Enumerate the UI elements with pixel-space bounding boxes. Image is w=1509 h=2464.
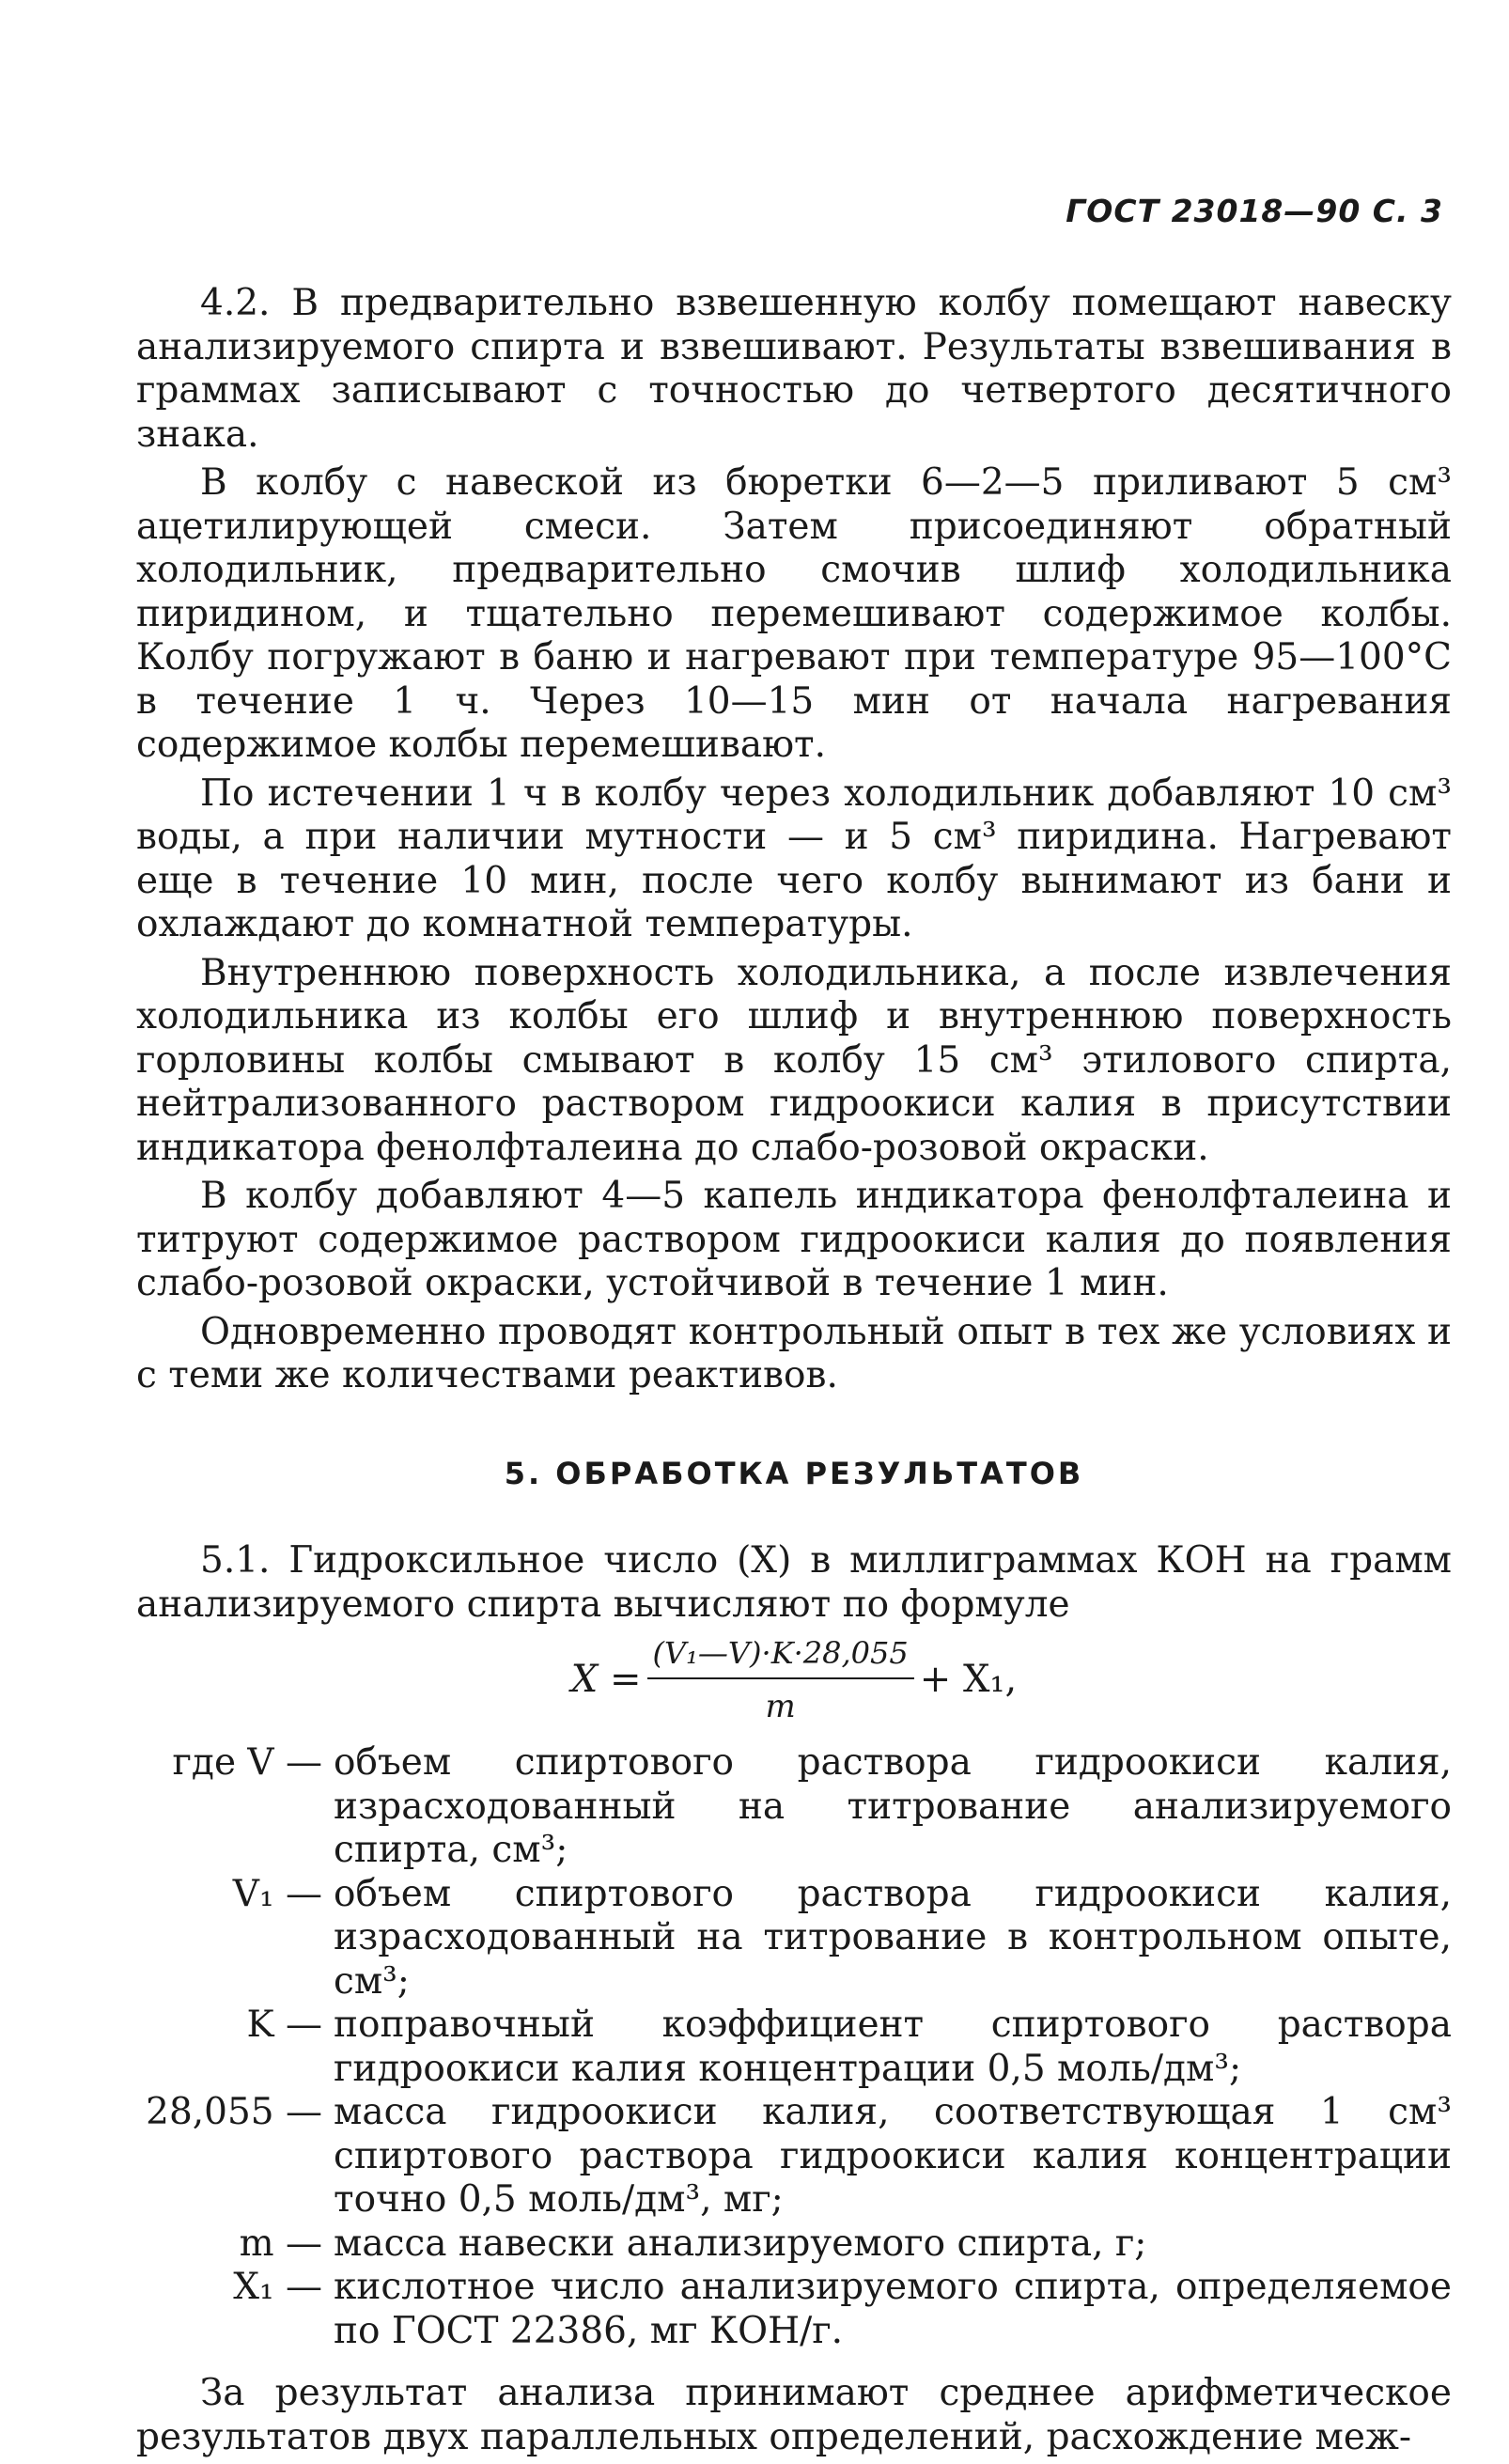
paragraph-control: Одновременно проводят контрольный опыт в тех же условиях и с теми же количествами реактивов. [136, 1310, 1452, 1396]
definition-text: объем спиртового раствора гидроокиси калия, израсходованный на титрование анализируемого спирта, см³; [334, 1741, 1452, 1871]
formula-numerator: (V₁—V)·K·28,055 [647, 1631, 914, 1679]
formula-fraction [647, 1631, 914, 1728]
definition-row [136, 2091, 1452, 2222]
document-body [136, 282, 1452, 2464]
definitions-list [136, 1741, 1452, 2353]
definition-symbol: V₁ — [232, 1872, 322, 1915]
formula-denominator: m [765, 1687, 796, 1725]
definition-text: кислотное число анализируемого спирта, определяемое по ГОСТ 22386, мг КОН/г. [334, 2266, 1452, 2352]
definition-text: объем спиртового раствора гидроокиси калия, израсходованный на титрование в контрольном опыте, см³; [334, 1872, 1452, 2003]
definition-row [136, 1873, 1452, 2004]
paragraph-water-addition: По истечении 1 ч в колбу через холодильник добавляют 10 см³ воды, а при наличии мутности — и 5 см³ пиридина. Нагревают еще в течение 10 мин, после чего колбу вынимают из бани и охлаждают до комнатной температуры. [136, 772, 1452, 945]
definition-row [136, 1741, 1452, 1873]
paragraph-acetylation: В колбу с навеской из бюретки 6—2—5 приливают 5 см³ ацетилирующей смеси. Затем присоединяют обратный холодильник, предварительно смочив шлиф холодильника пиридином, и тщательно перемешивают содержимое колбы. Колбу погружают в баню и нагревают при температуре 95—100°С в течение 1 ч. Через 10—15 мин от начала нагревания содержимое колбы перемешивают. [136, 461, 1452, 766]
definition-text: поправочный коэффициент спиртового раствора гидроокиси калия концентрации 0,5 моль/дм³; [334, 2004, 1452, 2090]
section-title: 5. ОБРАБОТКА РЕЗУЛЬТАТОВ [504, 1455, 1084, 1491]
paragraph-4-2: 4.2. В предварительно взвешенную колбу помещают навеску анализируемого спирта и взвешивают. Результаты взвешивания в граммах записывают с точностью до четвертого десятичного знака. [136, 282, 1452, 456]
definition-row [136, 2222, 1452, 2267]
definition-text: масса навески анализируемого спирта, г; [334, 2222, 1147, 2265]
definition-symbol: m — [239, 2222, 322, 2265]
formula-rhs: + X₁, [919, 1658, 1018, 1702]
paragraph-rinse: Внутреннюю поверхность холодильника, а после извлечения холодильника из колбы его шлиф и внутреннюю поверхность горловины колбы смывают в колбу 15 см³ этилового спирта, нейтрализованного раствором гидроокиси калия в присутствии индикатора фенолфталеина до слабо-розовой окраски. [136, 951, 1452, 1169]
paragraph-closing: За результат анализа принимают среднее арифметическое результатов двух параллельных определений, расхождение меж- [136, 2372, 1452, 2458]
formula [136, 1631, 1452, 1728]
paragraph-5-1: 5.1. Гидроксильное число (X) в миллиграммах КОН на грамм анализируемого спирта вычисляют по формуле [136, 1539, 1452, 1626]
formula-lhs: X = [570, 1658, 642, 1702]
definition-symbol: X₁ — [233, 2266, 322, 2308]
definition-symbol: где V — [172, 1741, 322, 1784]
definition-text: масса гидроокиси калия, соответствующая 1 см³ спиртового раствора гидроокиси калия концентрации точно 0,5 моль/дм³, мг; [334, 2091, 1452, 2221]
definition-symbol: K — [246, 2004, 322, 2046]
definition-symbol: 28,055 — [146, 2091, 322, 2133]
definition-row [136, 2266, 1452, 2353]
definition-row [136, 2004, 1452, 2091]
page-header: ГОСТ 23018—90 С. 3 [1066, 193, 1443, 229]
paragraph-titration: В колбу добавляют 4—5 капель индикатора фенолфталеина и титруют содержимое раствором гидроокиси калия до появления слабо-розовой окраски, устойчивой в течение 1 мин. [136, 1175, 1452, 1304]
